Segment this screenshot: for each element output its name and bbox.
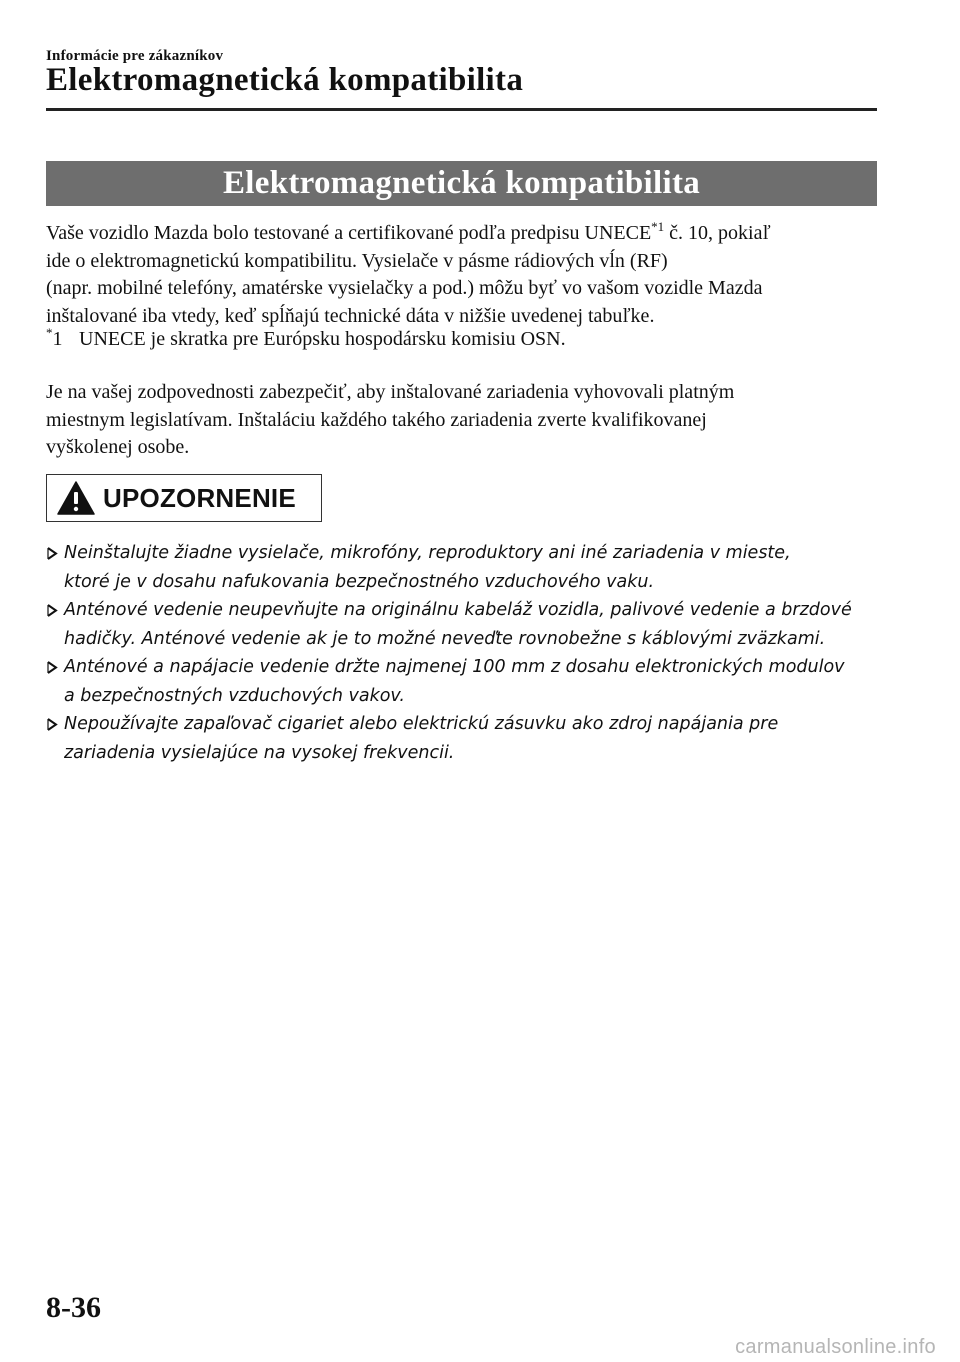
warning-list [46,539,877,767]
arrow-bullet-icon [46,604,58,617]
warning-label: UPOZORNENIE [103,482,296,513]
watermark: carmanualsonline.info [735,1336,936,1358]
header-divider [46,108,877,111]
footnote-mark: *1 [46,325,63,350]
warning-item: Anténové a napájacie vedenie držte najmenej 100 mm z dosahu elektronických modulov a bezpečnostných vzduchových vakov. [46,653,877,710]
responsibility-line-2: miestnym legislatívam. Inštaláciu každého takého zariadenia zverte kvalifikovanej [46,408,707,431]
arrow-bullet-icon [46,718,58,731]
page-header-title: Elektromagnetická kompatibilita [46,62,524,98]
intro-line-1: Vaše vozidlo Mazda bolo testované a certifikované podľa predpisu UNECE$^{*1}$ č. 10, pokiaľ [46,219,771,244]
intro-line-4: inštalované iba vtedy, keď spĺňajú technické dáta v nižšie uvedenej tabuľke. [46,304,655,327]
warning-box [46,474,322,522]
footnote [46,326,877,354]
warning-item: Neinštalujte žiadne vysielače, mikrofóny, reproduktory ani iné zariadenia v mieste, ktoré je v dosahu nafukovania bezpečnostného vzduchového vaku. [46,539,877,596]
responsibility-paragraph [46,379,877,462]
responsibility-line-3: vyškolenej osobe. [46,436,190,459]
section-banner [46,161,877,206]
section-label: Informácie pre zákazníkov [46,48,224,64]
intro-line-3: (napr. mobilné telefóny, amatérske vysielačky a pod.) môžu byť vo vašom vozidle Mazda [46,277,763,300]
warning-item: Anténové vedenie neupevňujte na originálnu kabeláž vozidla, palivové vedenie a brzdové hadičky. Anténové vedenie ak je to možné neveďte rovnobežne s káblovými zväzkami. [46,596,877,653]
arrow-bullet-icon [46,661,58,674]
footnote-reference: *1 [651,219,665,234]
page-number: 8-36 [46,1291,101,1324]
intro-paragraph [46,220,877,330]
responsibility-line-1: Je na vašej zodpovednosti zabezpečiť, aby inštalované zariadenia vyhovovali platným [46,381,735,403]
warning-item: Nepoužívajte zapaľovač cigariet alebo elektrickú zásuvku ako zdroj napájania pre zariadenia vysielajúce na vysokej frekvencii. [46,710,877,767]
arrow-bullet-icon [46,547,58,560]
footnote-text: UNECE je skratka pre Európsku hospodársku komisiu OSN. [79,328,566,350]
banner-title: Elektromagnetická kompatibilita [222,165,701,201]
warning-triangle-icon [57,481,95,515]
intro-line-2: ide o elektromagnetickú kompatibilitu. Vysielače v pásme rádiových vĺn (RF) [46,249,668,272]
